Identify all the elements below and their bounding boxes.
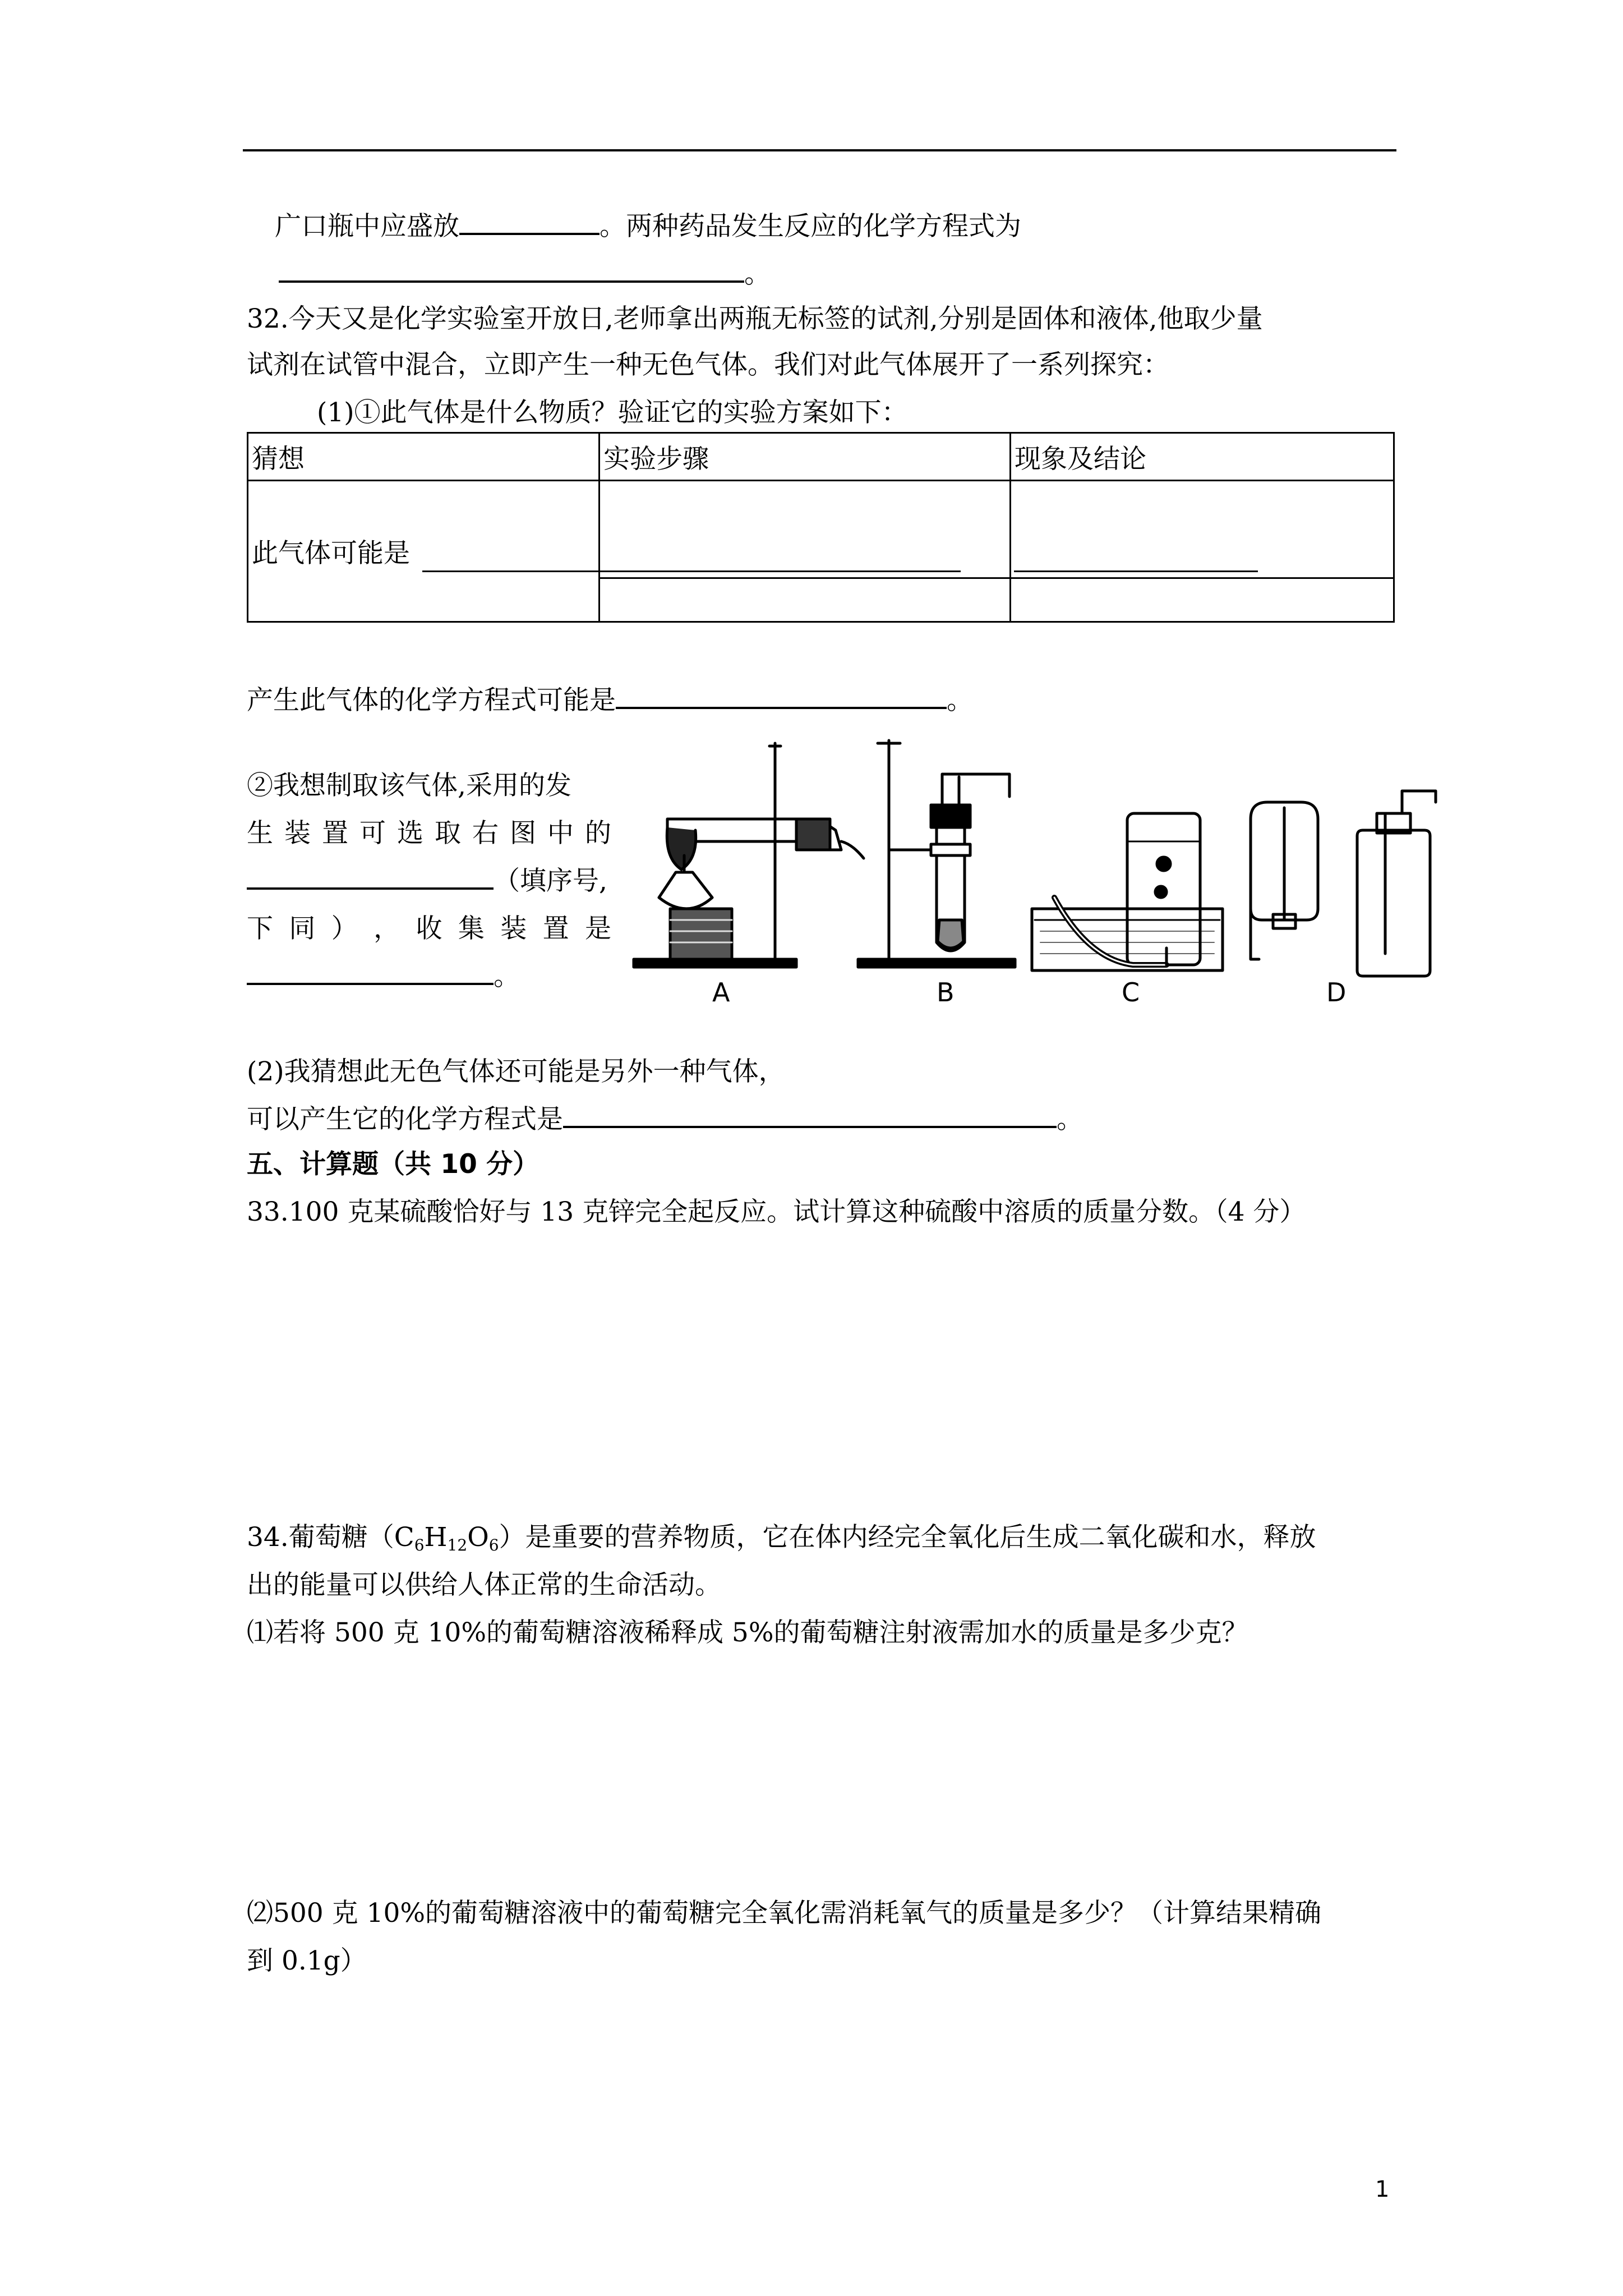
char: 图	[510, 818, 536, 849]
q31-text-a: 广口瓶中应盛放	[275, 211, 459, 242]
char: 集	[458, 913, 485, 944]
q32-part2-line3	[247, 868, 607, 894]
subscript: 6	[488, 1536, 499, 1554]
q34-subquestion-2-line1: ⑵500 克 10%的葡萄糖溶液中的葡萄糖完全氧化需消耗氧气的质量是多少？（计算结果精确	[247, 1898, 1322, 1929]
answer-blank	[616, 703, 947, 709]
label-d: D	[1326, 977, 1347, 1004]
char: 的	[585, 818, 611, 849]
page-number: 1	[1375, 2177, 1390, 2202]
subscript: 6	[414, 1536, 425, 1554]
q32-intro-line2: 试剂在试管中混合，立即产生一种无色气体。我们对此气体展开了一系列探究：	[247, 349, 1169, 380]
header-rule	[243, 149, 1396, 151]
char: ）	[331, 913, 358, 944]
label-c: C	[1122, 977, 1140, 1004]
equation-end: 。	[947, 685, 973, 716]
part3-label: 可以产生它的化学方程式是	[247, 1104, 563, 1135]
result-blank	[1014, 570, 1258, 572]
subscript: 12	[447, 1536, 468, 1554]
guess-label: 此气体可能是	[252, 538, 410, 569]
q34-text: O	[467, 1522, 489, 1553]
char: 生	[247, 818, 273, 849]
q32-part2-line5	[247, 963, 520, 990]
q31-text-b: 。两种药品发生反应的化学方程式为	[600, 211, 1021, 242]
char: 同	[289, 913, 316, 944]
guess-step-blank	[422, 570, 961, 572]
q34-text: H	[424, 1522, 448, 1553]
q33-text: 33.100 克某硫酸恰好与 13 克锌完全起反应。试计算这种硫酸中溶质的质量分数。（4 分）	[247, 1197, 1306, 1227]
label-a: A	[712, 977, 730, 1004]
q32-equation-line	[247, 687, 973, 714]
table-cell-result	[1010, 481, 1394, 622]
apparatus-d	[1251, 791, 1436, 976]
table-header-guess: 猜想	[248, 433, 600, 481]
char: 右	[472, 818, 499, 849]
part2-note: （填序号,	[494, 866, 607, 896]
q34-text: ）是重要的营养物质，它在体内经完全氧化后生成二氧化碳和水，释放	[499, 1522, 1316, 1553]
char: 装	[284, 818, 311, 849]
experiment-plan-table	[247, 432, 1395, 623]
q31-end: 。	[744, 259, 771, 289]
q32-part3-line2	[247, 1106, 1083, 1133]
q32-part1-intro: (1)①此气体是什么物质？验证它的实验方案如下：	[317, 397, 908, 428]
label-b: B	[937, 977, 955, 1004]
q32-part2-line2	[247, 818, 611, 849]
char: 置	[322, 818, 348, 849]
section-title: 五、计算题（共 10 分）	[247, 1149, 540, 1180]
part2-end: 。	[494, 961, 520, 992]
q31-line2	[279, 261, 771, 287]
table-inner-rule	[599, 577, 1395, 579]
apparatus-c	[1032, 813, 1223, 970]
char: 下	[247, 913, 273, 944]
char: 取	[435, 818, 461, 849]
char: 装	[500, 913, 527, 944]
char: 收	[416, 913, 442, 944]
q32-part2-line4	[247, 915, 611, 942]
char: 中	[547, 818, 574, 849]
collector-blank	[247, 979, 494, 985]
char: 是	[585, 913, 611, 944]
q34-subquestion-1: ⑴若将 500 克 10%的葡萄糖溶液稀释成 5%的葡萄糖注射液需加水的质量是多少克？	[247, 1617, 1248, 1648]
table-cell-guess	[248, 481, 600, 622]
q34-text: 34.葡萄糖（C	[247, 1522, 414, 1553]
answer-blank	[279, 277, 744, 283]
char: 选	[397, 818, 423, 849]
apparatus-diagram	[628, 729, 1447, 1004]
q31-line1	[275, 213, 1021, 240]
q34-line1	[247, 1524, 1316, 1553]
apparatus-b	[858, 740, 1015, 967]
answer-blank	[563, 1122, 1057, 1128]
q32-part2-line1: ②我想制取该气体,采用的发	[247, 770, 571, 801]
q34-subquestion-2-line2: 到 0.1g）	[247, 1945, 367, 1976]
q32-intro-line1: 32.今天又是化学实验室开放日,老师拿出两瓶无标签的试剂,分别是固体和液体,他取少量	[247, 303, 1263, 334]
char: 可	[359, 818, 386, 849]
q32-part3-line1: (2)我猜想此无色气体还可能是另外一种气体，	[247, 1056, 785, 1087]
q34-line2: 出的能量可以供给人体正常的生命活动。	[247, 1570, 721, 1600]
part3-end: 。	[1057, 1104, 1083, 1135]
char: ，	[374, 913, 400, 944]
table-header-result: 现象及结论	[1010, 433, 1394, 481]
char: 置	[542, 913, 569, 944]
apparatus-a	[634, 743, 864, 967]
equation-label: 产生此气体的化学方程式可能是	[247, 685, 616, 716]
table-header-steps: 实验步骤	[600, 433, 1011, 481]
answer-blank	[459, 229, 600, 235]
generator-blank	[247, 884, 494, 890]
table-cell-steps	[600, 481, 1011, 622]
